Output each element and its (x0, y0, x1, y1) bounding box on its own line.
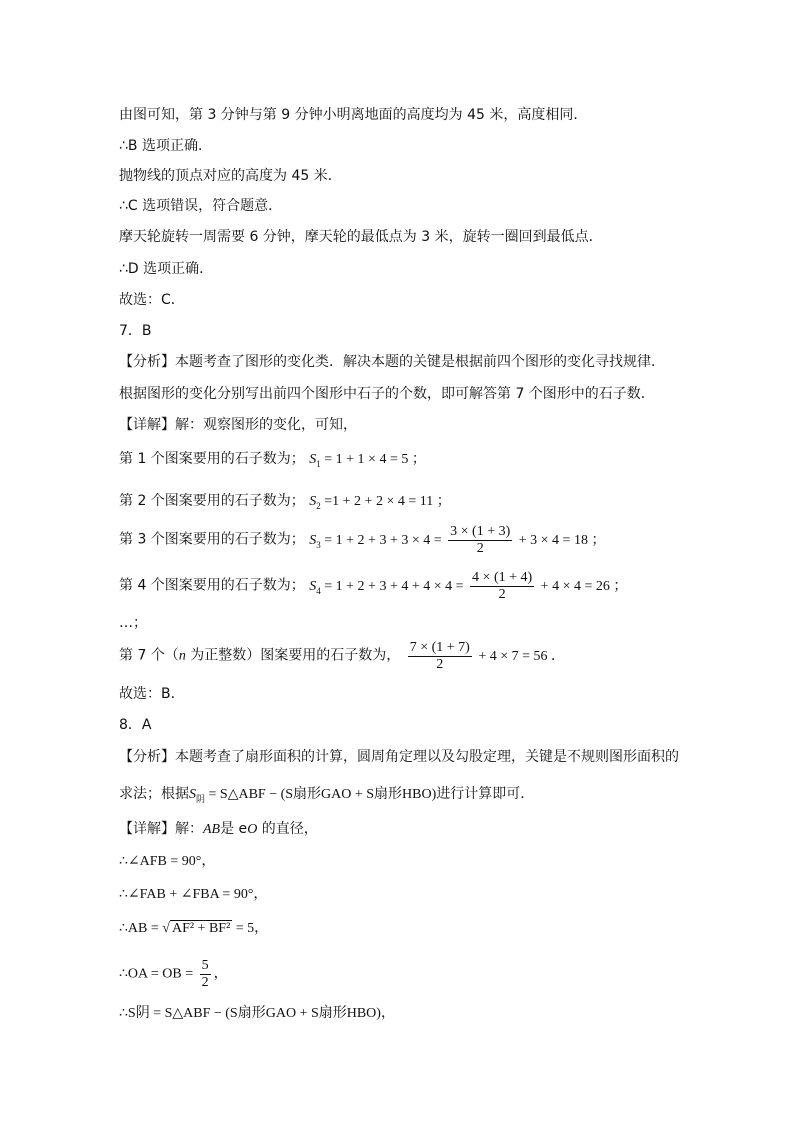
analysis-line: 【分析】本题考查了图形的变化类．解决本题的关键是根据前四个图形的变化寻找规律． (119, 354, 665, 370)
formula-line: ∴∠FAB + ∠FBA = 90°， (119, 887, 268, 902)
formula-line: 求法；根据$S_阴$ = S△ABF − (S扇形GAO + S扇形HBO)进行计算即可． (119, 786, 535, 804)
text-line: 故选：C． (119, 292, 185, 308)
formula-math: $S_2 =1 + 2 + 2 \times 4 = 11$ ； (309, 494, 451, 511)
text-line: 由图可知，第 3 分钟与第 9 分钟小明离地面的高度均为 45 米，高度相同． (119, 107, 588, 123)
formula-text: 第 3 个图案要用的石子数为； (119, 531, 305, 548)
detail-line: 【详解】解：观察图形的变化，可知， (119, 417, 357, 433)
text-line: 摩天轮旋转一周需要 6 分钟，摩天轮的最低点为 3 米，旋转一圈回到最低点． (119, 229, 603, 245)
formula-line (119, 524, 605, 557)
formula-line: 第 7 个（n 为正整数）图案要用的石子数为， $\frac{7 \times (1 + 7)}{2}$ + 4 × 7 = 56 ． (119, 640, 566, 672)
formula-math: $S_3 = 1 + 2 + 3 + 3 \times 4$ = $\frac{3 \times (1 + 3)}{2}$ + 3 × 4 = 18 ； (309, 524, 606, 556)
text-line: 抛物线的顶点对应的高度为 45 米． (119, 168, 342, 184)
question-number: 7．B (119, 323, 152, 339)
formula-line: ∴AB = √ AF² + BF² = 5， (119, 921, 269, 936)
formula-line (119, 492, 451, 515)
formula-line (119, 450, 426, 473)
formula-math: $S_4 = 1 + 2 + 3 + 4 + 4 \times 4$ = $\frac{4 \times (1 + 4)}{2}$ + 4 × 4 = 26 ； (309, 570, 628, 602)
formula-line: ∴OA = OB = $\frac{5}{2}$ ， (119, 958, 228, 990)
formula-text: 第 2 个图案要用的石子数为； (119, 493, 305, 509)
formula-text: 第 1 个图案要用的石子数为； (119, 451, 305, 467)
formula-line: ∴S阴 = S△ABF − (S扇形GAO + S扇形HBO)， (119, 1006, 395, 1021)
text-line: 故选：B． (119, 686, 185, 702)
formula-math: $S_1 = 1 + 1 \times 4 = 5$ ； (309, 452, 426, 469)
fraction: $\frac{5}{2}$ (201, 958, 209, 990)
fraction: $\frac{3 \times (1 + 3)}{2}$ (450, 524, 511, 556)
fraction: $\frac{7 \times (1 + 7)}{2}$ (409, 640, 470, 672)
question-number: 8．A (119, 717, 152, 733)
text-line: ∴B 选项正确． (119, 138, 212, 154)
formula-line: ∴∠AFB = 90°， (119, 854, 216, 869)
text-line: ∴D 选项正确． (119, 261, 214, 277)
text-line: 根据图形的变化分别写出前四个图形中石子的个数，即可解答第 7 个图形中的石子数． (119, 386, 655, 402)
formula-line (119, 570, 627, 603)
ellipsis-line: …； (119, 615, 147, 631)
detail-line: 【详解】解：AB是 eO 的直径， (119, 821, 318, 837)
formula-text: 第 4 个图案要用的石子数为； (119, 577, 305, 594)
analysis-line: 【分析】本题考查了扇形面积的计算，圆周角定理以及勾股定理，关键是不规则图形面积的 (119, 749, 679, 765)
text-line: ∴C 选项错误，符合题意． (119, 198, 283, 214)
fraction: $\frac{4 \times (1 + 4)}{2}$ (472, 570, 533, 602)
formula-math: $\frac{7 \times (1 + 7)}{2}$ + 4 × 7 = 56 ． (409, 640, 566, 672)
